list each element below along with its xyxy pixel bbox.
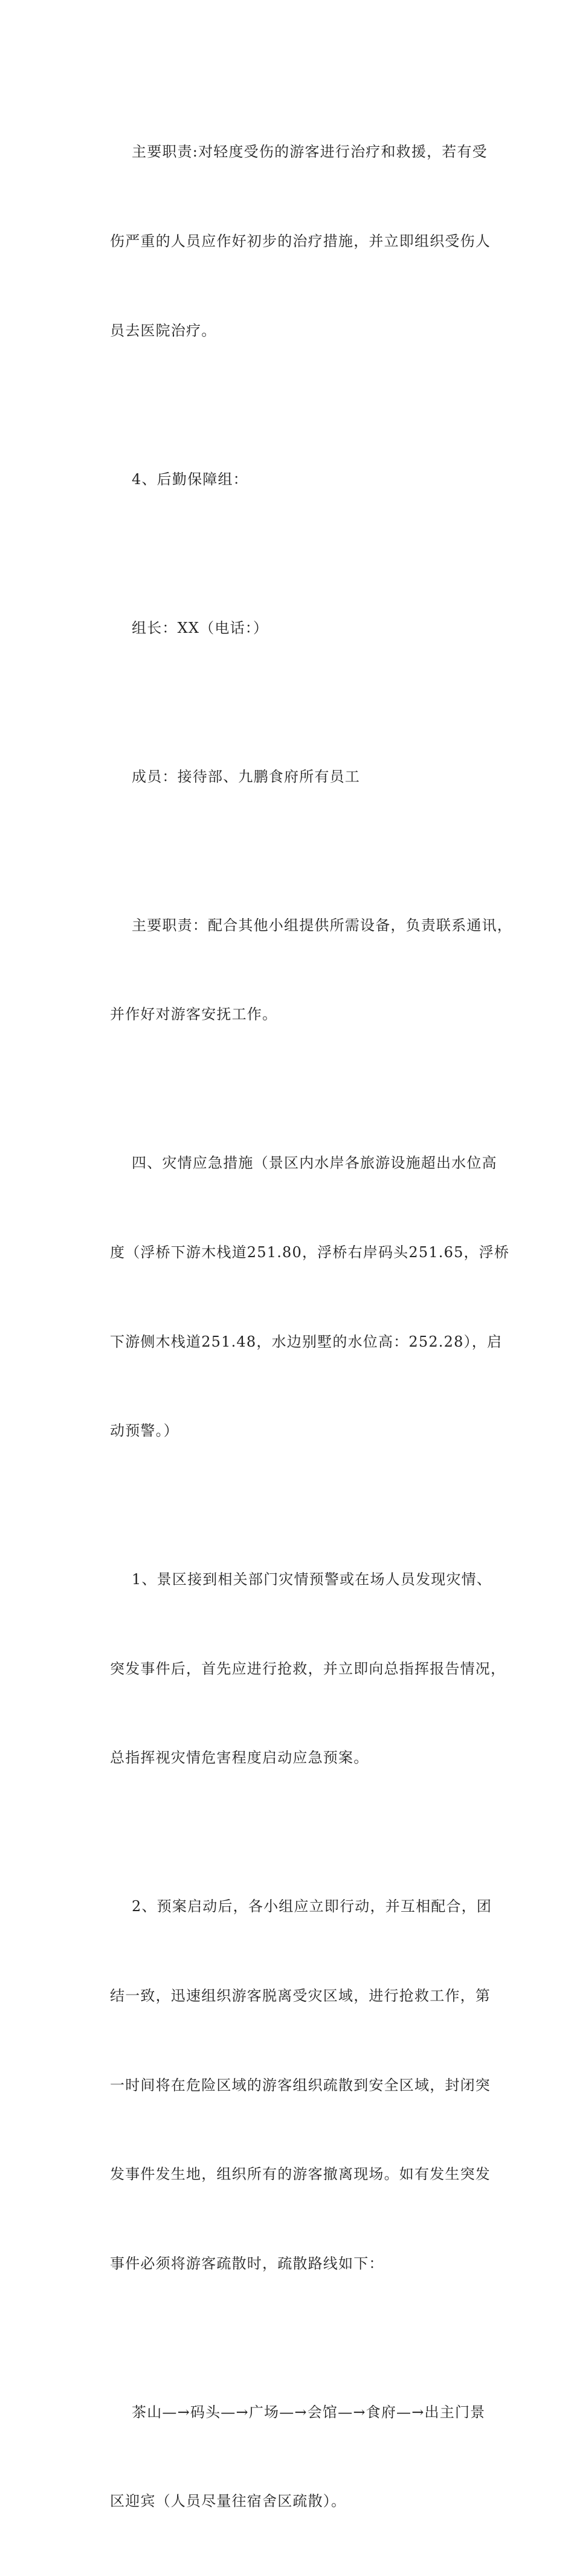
paragraph-evacuation-route: [88, 2338, 488, 2576]
text-line: 事件必须将游客疏散时，疏散路线如下：: [110, 2254, 384, 2272]
paragraph-duty-medical: [88, 78, 491, 405]
text-line: 伤严重的人员应作好初步的治疗措施，并立即组织受伤人: [110, 233, 491, 250]
paragraph-measure-1: [88, 1506, 506, 1833]
text-line: 主要职责:对轻度受伤的游客进行治疗和救援，若有受: [132, 143, 488, 161]
text-line: 动预警。）: [110, 1422, 179, 1440]
text-line: 组长：XX（电话：）: [132, 619, 269, 636]
text-line: 主要职责：配合其他小组提供所需设备，负责联系通讯，: [132, 916, 512, 934]
paragraph-logistics-leader: [88, 554, 488, 702]
paragraph-duty-logistics: [88, 851, 512, 1089]
paragraph-logistics-heading: [88, 405, 488, 554]
text-line: 一时间将在危险区域的游客组织疏散到安全区域，封闭突: [110, 2076, 491, 2094]
text-line: 结一致，迅速组织游客脱离受灾区域，进行抢救工作，第: [110, 1987, 491, 2004]
text-line: 四、灾情应急措施（景区内水岸各旅游设施超出水位高: [132, 1154, 497, 1172]
text-line: 度（浮桥下游木栈道251.80，浮桥右岸码头251.65，浮桥: [110, 1243, 510, 1261]
text-line: 发事件发生地，组织所有的游客撤离现场。如有发生突发: [110, 2166, 491, 2183]
document-page: [88, 78, 512, 2576]
paragraph-section-four: [88, 1089, 510, 1506]
text-line: 总指挥视灾情危害程度启动应急预案。: [110, 1749, 369, 1767]
text-line: 突发事件后，首先应进行抢救，并立即向总指挥报告情况，: [110, 1660, 506, 1677]
text-line: 2、预案启动后，各小组应立即行动，并互相配合，团: [132, 1898, 492, 1915]
paragraph-logistics-members: [88, 702, 488, 851]
text-line: 4、后勤保障组：: [132, 470, 248, 488]
text-line: 并作好对游客安抚工作。: [110, 1006, 278, 1023]
text-line: 区迎宾（人员尽量往宿舍区疏散）。: [110, 2493, 347, 2510]
text-line: 1、景区接到相关部门灾情预警或在场人员发现灾情、: [132, 1571, 492, 1588]
text-line: 员去医院治疗。: [110, 322, 217, 339]
text-line: 茶山—→码头—→广场—→会馆—→食府—→出主门景: [132, 2403, 486, 2421]
text-line: 成员：接待部、九鹏食府所有员工: [132, 768, 360, 785]
paragraph-measure-2: [88, 1833, 492, 2338]
text-line: 下游侧木栈道251.48，水边别墅的水位高：252.28），启: [110, 1333, 503, 1350]
